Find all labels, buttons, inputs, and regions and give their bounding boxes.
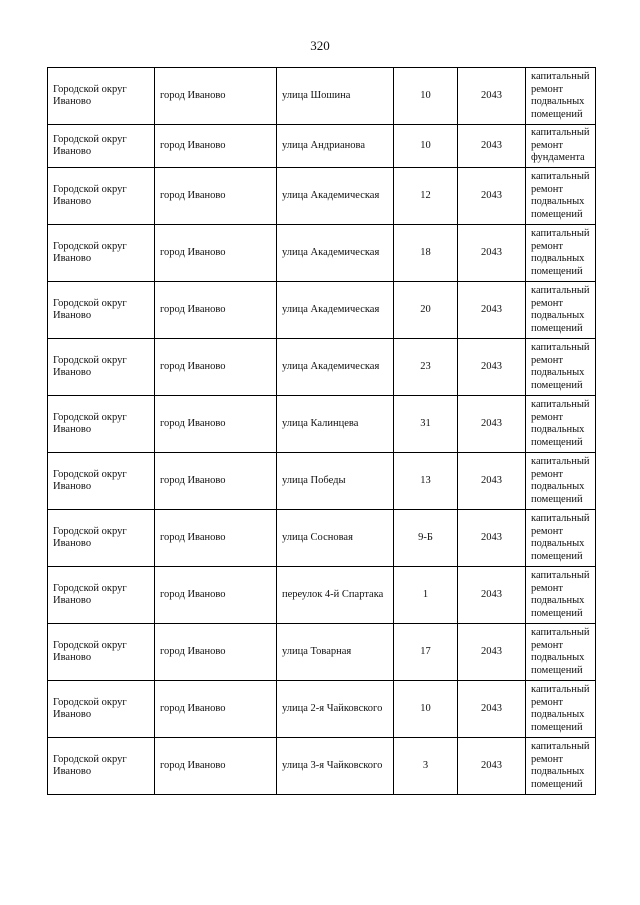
table-row [48,339,596,396]
cell-gorod: город Иваново [155,567,277,624]
cell-ulica: улица Академическая [277,339,394,396]
cell-dom: 12 [394,168,458,225]
cell-vid: капитальный ремонт подвальных помещений [526,510,596,567]
cell-okrug: Городской округ Иваново [48,567,155,624]
cell-vid: капитальный ремонт подвальных помещений [526,453,596,510]
table-row [48,68,596,125]
cell-okrug: Городской округ Иваново [48,738,155,795]
table-row [48,624,596,681]
cell-okrug: Городской округ Иваново [48,68,155,125]
cell-gorod: город Иваново [155,738,277,795]
cell-god: 2043 [458,453,526,510]
cell-ulica: улица 2-я Чайковского [277,681,394,738]
table-row [48,510,596,567]
table-row [48,567,596,624]
cell-dom: 13 [394,453,458,510]
cell-vid: капитальный ремонт подвальных помещений [526,567,596,624]
cell-gorod: город Иваново [155,225,277,282]
cell-god: 2043 [458,396,526,453]
cell-okrug: Городской округ Иваново [48,396,155,453]
cell-god: 2043 [458,125,526,168]
cell-dom: 10 [394,681,458,738]
cell-gorod: город Иваново [155,125,277,168]
cell-god: 2043 [458,225,526,282]
cell-vid: капитальный ремонт фундамента [526,125,596,168]
cell-gorod: город Иваново [155,510,277,567]
cell-ulica: улица Победы [277,453,394,510]
repair-schedule-table [47,67,596,795]
cell-okrug: Городской округ Иваново [48,453,155,510]
table-row [48,225,596,282]
cell-ulica: улица Академическая [277,282,394,339]
cell-okrug: Городской округ Иваново [48,510,155,567]
cell-okrug: Городской округ Иваново [48,168,155,225]
cell-ulica: улица Калинцева [277,396,394,453]
table-row [48,396,596,453]
cell-gorod: город Иваново [155,168,277,225]
cell-dom: 10 [394,125,458,168]
cell-okrug: Городской округ Иваново [48,624,155,681]
cell-gorod: город Иваново [155,681,277,738]
cell-gorod: город Иваново [155,453,277,510]
cell-god: 2043 [458,339,526,396]
cell-gorod: город Иваново [155,339,277,396]
page-number: 320 [310,38,330,53]
cell-ulica: переулок 4-й Спартака [277,567,394,624]
cell-okrug: Городской округ Иваново [48,282,155,339]
cell-god: 2043 [458,282,526,339]
cell-dom: 20 [394,282,458,339]
cell-dom: 3 [394,738,458,795]
cell-dom: 23 [394,339,458,396]
cell-god: 2043 [458,68,526,125]
cell-gorod: город Иваново [155,396,277,453]
cell-ulica: улица Академическая [277,225,394,282]
table-row [48,282,596,339]
cell-god: 2043 [458,510,526,567]
cell-vid: капитальный ремонт подвальных помещений [526,282,596,339]
cell-ulica: улица Академическая [277,168,394,225]
table-row [48,681,596,738]
cell-okrug: Городской округ Иваново [48,339,155,396]
cell-ulica: улица Андрианова [277,125,394,168]
cell-vid: капитальный ремонт подвальных помещений [526,396,596,453]
cell-vid: капитальный ремонт подвальных помещений [526,68,596,125]
cell-ulica: улица Товарная [277,624,394,681]
table-row [48,738,596,795]
cell-ulica: улица Шошина [277,68,394,125]
cell-dom: 31 [394,396,458,453]
cell-ulica: улица 3-я Чайковского [277,738,394,795]
cell-gorod: город Иваново [155,624,277,681]
cell-god: 2043 [458,681,526,738]
cell-vid: капитальный ремонт подвальных помещений [526,681,596,738]
cell-gorod: город Иваново [155,282,277,339]
table-body [48,68,596,795]
cell-vid: капитальный ремонт подвальных помещений [526,168,596,225]
cell-god: 2043 [458,624,526,681]
table-row [48,125,596,168]
cell-okrug: Городской округ Иваново [48,681,155,738]
cell-dom: 9-Б [394,510,458,567]
cell-vid: капитальный ремонт подвальных помещений [526,339,596,396]
cell-vid: капитальный ремонт подвальных помещений [526,738,596,795]
cell-dom: 1 [394,567,458,624]
cell-dom: 17 [394,624,458,681]
cell-dom: 18 [394,225,458,282]
cell-ulica: улица Сосновая [277,510,394,567]
cell-okrug: Городской округ Иваново [48,225,155,282]
table-row [48,453,596,510]
cell-okrug: Городской округ Иваново [48,125,155,168]
cell-vid: капитальный ремонт подвальных помещений [526,225,596,282]
cell-god: 2043 [458,738,526,795]
cell-dom: 10 [394,68,458,125]
cell-god: 2043 [458,567,526,624]
cell-god: 2043 [458,168,526,225]
cell-gorod: город Иваново [155,68,277,125]
table-row [48,168,596,225]
cell-vid: капитальный ремонт подвальных помещений [526,624,596,681]
